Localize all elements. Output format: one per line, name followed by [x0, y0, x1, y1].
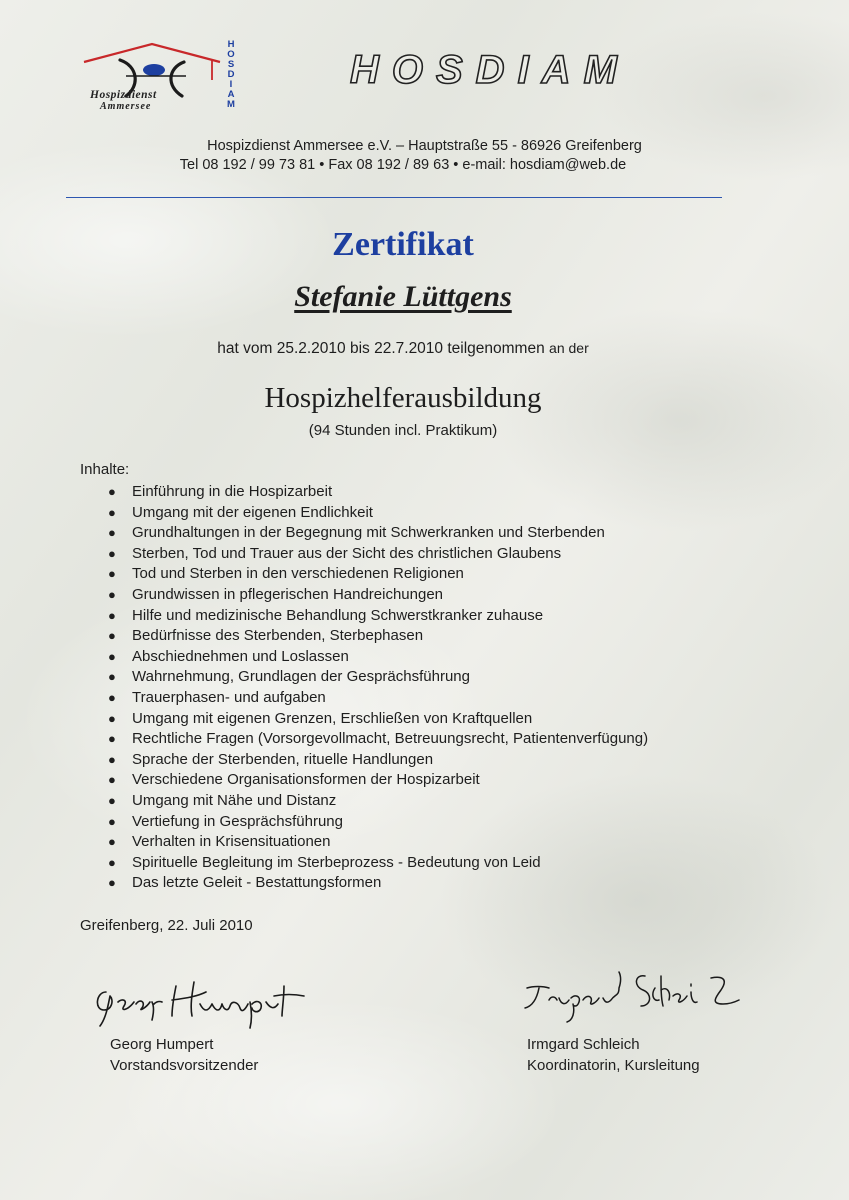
list-item: [108, 688, 648, 709]
bullet-icon: ●: [108, 504, 116, 520]
period-text: hat vom 25.2.2010 bis 22.7.2010 teilgenommen: [217, 340, 545, 357]
course-name: Hospizhelferausbildung: [264, 382, 542, 414]
list-item-text: Verhalten in Krisensituationen: [132, 833, 331, 851]
list-item-text: Verschiedene Organisationsformen der Hospizarbeit: [132, 771, 480, 789]
place-and-date: Greifenberg, 22. Juli 2010: [80, 917, 253, 934]
bullet-icon: ●: [108, 854, 116, 870]
list-item-text: Umgang mit der eigenen Endlichkeit: [132, 503, 373, 521]
list-item-text: Sterben, Tod und Trauer aus der Sicht des christlichen Glaubens: [132, 544, 562, 562]
list-item-text: Rechtliche Fragen (Vorsorgevollmacht, Betreuungsrecht, Patientenverfügung): [132, 730, 649, 748]
contents-list: [108, 482, 648, 894]
bullet-icon: ●: [108, 669, 116, 685]
list-item: [108, 647, 648, 668]
list-item: [108, 770, 648, 791]
logo-text-hospizdienst: Hospizdienst: [90, 89, 157, 101]
bullet-icon: ●: [108, 545, 116, 561]
brand-wordmark: HOSDIAM: [350, 48, 630, 92]
list-item-text: Umgang mit Nähe und Distanz: [132, 791, 337, 809]
course-hours-note: (94 Stunden incl. Praktikum): [308, 422, 498, 439]
list-item: [108, 606, 648, 627]
list-item: [108, 729, 648, 750]
list-item: [108, 482, 648, 503]
list-item-text: Bedürfnisse des Sterbenden, Sterbephasen: [132, 627, 424, 645]
list-item-text: Einführung in die Hospizarbeit: [132, 483, 333, 500]
vertical-letter: M: [227, 99, 235, 110]
list-item-text: Trauerphasen- und aufgaben: [132, 688, 326, 706]
list-item: [108, 667, 648, 688]
vertical-letter: A: [227, 89, 235, 100]
vertical-letter: H: [227, 39, 235, 50]
certificate-title: Zertifikat: [332, 226, 474, 263]
list-item-text: Grundhaltungen in der Begegnung mit Schwerkranken und Sterbenden: [132, 524, 605, 542]
bullet-icon: ●: [108, 525, 116, 541]
signature-georg-humpert: [88, 972, 328, 1034]
list-item: [108, 832, 648, 853]
list-item: [108, 791, 648, 812]
list-item: [108, 564, 648, 585]
bullet-icon: ●: [108, 484, 116, 499]
period-suffix: an der: [549, 340, 589, 356]
bullet-icon: ●: [108, 772, 116, 788]
contact-details: Tel 08 192 / 99 73 81 • Fax 08 192 / 89 63 • e-mail: hosdiam@web.de: [179, 157, 627, 173]
bullet-icon: ●: [108, 566, 116, 582]
vertical-letter: D: [227, 69, 235, 80]
list-item-text: Sprache der Sterbenden, rituelle Handlungen: [132, 750, 434, 768]
contents-heading: Inhalte:: [80, 461, 130, 478]
logo-figure-right: [171, 62, 184, 96]
bullet-icon: ●: [108, 628, 116, 644]
participation-period: [0, 340, 806, 358]
bullet-icon: ●: [108, 792, 116, 808]
signatory-role: Vorstandsvorsitzender: [110, 1057, 259, 1074]
list-item-text: Das letzte Geleit - Bestattungsformen: [132, 874, 382, 892]
bullet-icon: ●: [108, 834, 116, 850]
logo-roof: [84, 44, 220, 62]
list-item: [108, 585, 648, 606]
list-item-text: Vertiefung in Gesprächsführung: [132, 812, 343, 830]
list-item: [108, 750, 648, 771]
signatory-role: Koordinatorin, Kursleitung: [527, 1057, 700, 1074]
list-item: [108, 709, 648, 730]
list-item-text: Abschiednehmen und Loslassen: [132, 647, 349, 665]
list-item: [108, 523, 648, 544]
list-item: [108, 812, 648, 833]
list-item-text: Wahrnehmung, Grundlagen der Gesprächsführung: [132, 668, 470, 686]
list-item-text: Umgang mit eigenen Grenzen, Erschließen von Kraftquellen: [132, 709, 533, 727]
vertical-letter: O: [227, 49, 235, 60]
bullet-icon: ●: [108, 586, 116, 602]
organization-address: Hospizdienst Ammersee e.V. – Hauptstraße 55 - 86926 Greifenberg: [207, 138, 642, 154]
list-item-text: Tod und Sterben in den verschiedenen Religionen: [132, 565, 464, 583]
list-item: [108, 626, 648, 647]
list-item-text: Spirituelle Begleitung im Sterbeprozess - Bedeutung von Leid: [132, 853, 541, 871]
recipient-name: Stefanie Lüttgens: [294, 280, 512, 313]
bullet-icon: ●: [108, 710, 116, 726]
list-item-text: Hilfe und medizinische Behandlung Schwerstkranker zuhause: [132, 606, 544, 624]
vertical-letter: S: [227, 59, 235, 70]
logo-vertical-wordmark: [222, 40, 240, 120]
bullet-icon: ●: [108, 731, 116, 747]
signatory-name: Irmgard Schleich: [527, 1036, 640, 1053]
bullet-icon: ●: [108, 875, 116, 891]
logo-text-ammersee: Ammersee: [100, 101, 152, 112]
logo-eye: [143, 64, 165, 76]
list-item: [108, 544, 648, 565]
bullet-icon: ●: [108, 607, 116, 623]
bullet-icon: ●: [108, 751, 116, 767]
list-item: [108, 873, 648, 894]
bullet-icon: ●: [108, 648, 116, 664]
list-item: [108, 853, 648, 874]
bullet-icon: ●: [108, 813, 116, 829]
vertical-letter: I: [229, 79, 233, 90]
signatory-left: [110, 1034, 258, 1076]
list-item: [108, 503, 648, 524]
signatory-right: [527, 1034, 700, 1076]
signature-irmgard-schleich: [515, 966, 775, 1028]
signatory-name: Georg Humpert: [110, 1036, 214, 1053]
header-divider: [66, 197, 722, 198]
bullet-icon: ●: [108, 689, 116, 705]
list-item-text: Grundwissen in pflegerischen Handreichungen: [132, 585, 444, 603]
